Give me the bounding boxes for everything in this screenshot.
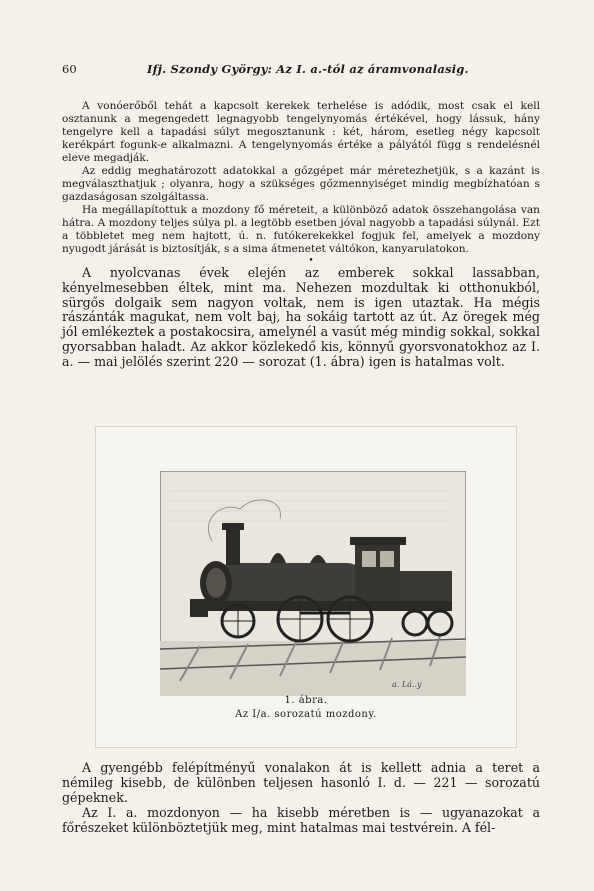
continuation-text — [62, 760, 540, 835]
figure-caption-text: Az I/a. sorozatú mozdony. — [235, 709, 377, 720]
figure-caption-number: 1. ábra. — [284, 695, 328, 706]
section-separator: • — [308, 256, 314, 266]
paragraph-4: A nyolcvanas évek elején az emberek sokkal lassabban, kényelmesebben éltek, mint ma. Nehezen mozdultak ki otthonukból, sürgős dolgaik sem nagyon voltak, nem is igen utaztak. Ha mégis rászánták magukat, nem volt baj, ha sokáig tartott az út. Az öregek még jól emlékeztek a postakocsira, amelynél a vasút még mindig sokkal, sokkal gyorsabban haladt. Az akkor közlekedő kis, könnyű gyorsvonatokhoz az I. a. — mai jelölés szerint 220 — sorozat (1. ábra) igen is hatalmas volt. — [62, 265, 540, 369]
artist-signature: a. Lá..y — [392, 680, 422, 689]
main-text — [62, 100, 540, 370]
paragraph-6: Az I. a. mozdonyon — ha kisebb méretben is — ugyanazokat a főrészeket különböztetjük meg, mint hatalmas mai testvérein. A fél- — [62, 805, 540, 835]
locomotive-illustration — [160, 471, 466, 696]
running-head: Ifj. Szondy György: Az I. a.-tól az áramvonalasig. — [147, 62, 469, 76]
page-header — [62, 62, 542, 78]
page-number: 60 — [62, 62, 77, 76]
paragraph-1: A vonóerőből tehát a kapcsolt kerekek terhelése is adódik, most csak el kell osztanunk a megengedett legnagyobb tengelynyomás értékével, hogy lássuk, hány tengelyre kell a tapadási súlyt megosztanunk : két, három, esetleg négy kapcsolt kerékpárt fogunk-e alkalmazni. A tengelynyomás értéke a pályától függ s rendelésnél eleve megadják. — [62, 100, 540, 164]
paragraph-2: Az eddig meghatározott adatokkal a gőzgépet már méretezhetjük, s a kazánt is megválaszthatjuk ; olyanra, hogy a szükséges gőzmennyiséget mindig megbízhatóan s gazdaságosan szolgáltassa. — [62, 165, 540, 203]
paragraph-5: A gyengébb felépítményű vonalakon át is kellett adnia a teret a némileg kisebb, de különben teljesen hasonló I. d. — 221 — sorozatú gépeknek. — [62, 760, 540, 805]
figure — [95, 426, 517, 748]
paragraph-3: Ha megállapítottuk a mozdony fő méreteit, a különböző adatok összehangolása van hátra. A mozdony teljes súlya pl. a legtöbb esetben jóval nagyobb a tapadási súlynál. Ezt a többletet meg nem hajtott, ú. n. futókerekekkel fogjuk fel, amelyek a mozdony nyugodt járását is biztosítják, s a sima átmenetet váltókon, kanyarulatokon. — [62, 204, 540, 255]
